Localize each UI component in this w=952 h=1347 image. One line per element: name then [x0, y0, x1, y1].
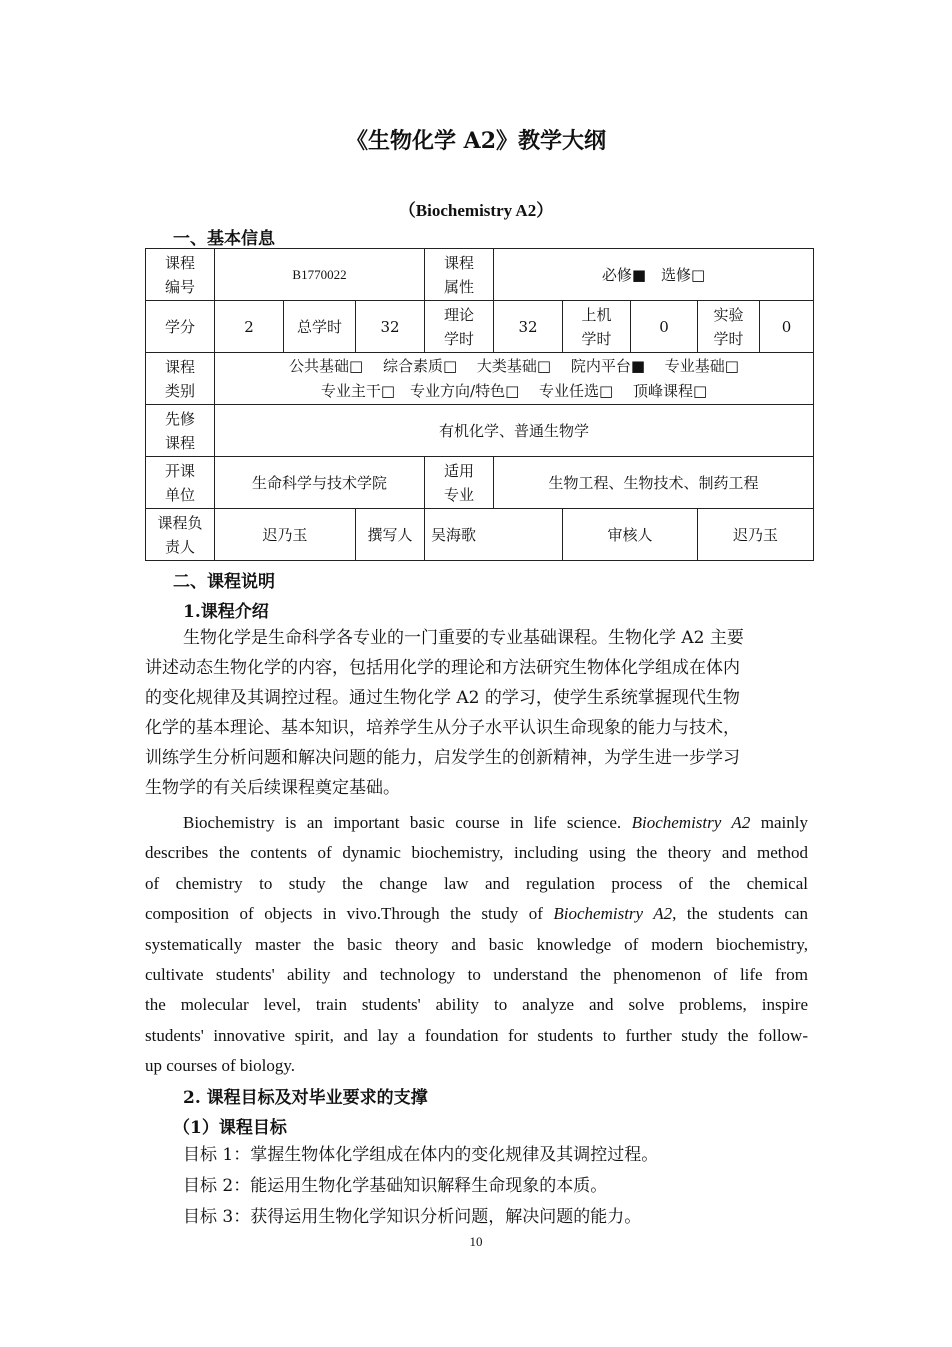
- course-category-line-1: 公共基础□ 综合素质□ 大类基础□ 院内平台■ 专业基础□: [289, 356, 739, 375]
- writer-value: 吴海歌: [425, 509, 563, 561]
- credit-value: 2: [215, 301, 284, 353]
- course-goals-list: [183, 1140, 658, 1233]
- intro-cn-line: 生物化学是生命科学各专业的一门重要的专业基础课程。生物化学 A2 主要: [183, 628, 744, 648]
- course-code-label: 课程 编号: [146, 249, 215, 301]
- intro-en-line: students' innovative spirit, and lay a foundation for students to further study the follow-: [145, 1025, 808, 1045]
- goal-item: 目标 2：能运用生物化学基础知识解释生命现象的本质。: [183, 1176, 608, 1196]
- section-course-description-heading: 二、课程说明: [173, 572, 275, 592]
- course-category-label: 课程 类别: [146, 353, 215, 405]
- page-number: 10: [469, 1234, 483, 1249]
- intro-cn-line: 训练学生分析问题和解决问题的能力，启发学生的创新精神，为学生进一步学习: [145, 748, 740, 768]
- course-category-line-2: 专业主干□ 专业方向/特色□ 专业任选□ 顶峰课程□: [320, 381, 708, 400]
- lab-hours-value: 0: [760, 301, 814, 353]
- intro-en-line: Biochemistry is an important basic course in life science. Biochemistry A2 mainly: [183, 813, 808, 832]
- intro-en-line: up courses of biology.: [145, 1056, 295, 1076]
- course-intro-english: [145, 808, 808, 1082]
- intro-cn-line: 的变化规律及其调控过程。通过生物化学 A2 的学习，使学生系统掌握现代生物: [145, 688, 740, 708]
- department-value: 生命科学与技术学院: [215, 457, 425, 509]
- course-category-options: [215, 353, 814, 405]
- intro-cn-line: 生物学的有关后续课程奠定基础。: [145, 778, 400, 798]
- course-attribute-value: 必修■ 选修□: [494, 249, 814, 301]
- document-subtitle: （Biochemistry A2）: [398, 201, 554, 220]
- total-hours-label: 总学时: [284, 301, 356, 353]
- computer-hours-label: 上机 学时: [563, 301, 631, 353]
- course-attribute-label: 课程 属性: [425, 249, 494, 301]
- course-intro-heading: 1.课程介绍: [183, 602, 269, 622]
- prerequisite-value: 有机化学、普通生物学: [215, 405, 814, 457]
- intro-en-line: the molecular level, train students' ability to analyze and solve problems, inspire: [145, 995, 808, 1015]
- intro-cn-line: 讲述动态生物化学的内容，包括用化学的理论和方法研究生物体化学组成在体内: [145, 658, 740, 678]
- intro-cn-line: 化学的基本理论、基本知识，培养学生从分子水平认识生命现象的能力与技术，: [145, 718, 740, 738]
- writer-label: 撰写人: [356, 509, 425, 561]
- course-owner-label: 课程负 责人: [146, 509, 215, 561]
- course-intro-chinese: [145, 623, 744, 803]
- document-title: 《生物化学 A2》教学大纲: [345, 128, 607, 154]
- goal-item: 目标 3：获得运用生物化学知识分析问题，解决问题的能力。: [183, 1207, 642, 1227]
- reviewer-value: 迟乃玉: [698, 509, 814, 561]
- course-goals-heading: 2. 课程目标及对毕业要求的支撑: [183, 1088, 428, 1108]
- theory-hours-value: 32: [494, 301, 563, 353]
- credit-label: 学分: [146, 301, 215, 353]
- goal-item: 目标 1：掌握生物体化学组成在体内的变化规律及其调控过程。: [183, 1145, 659, 1165]
- applicable-major-value: 生物工程、生物技术、制药工程: [494, 457, 814, 509]
- intro-en-line: of chemistry to study the change law and regulation process of the chemical: [145, 873, 808, 893]
- prerequisite-label: 先修 课程: [146, 405, 215, 457]
- computer-hours-value: 0: [631, 301, 698, 353]
- section-basic-info-heading: 一、基本信息: [173, 229, 275, 249]
- course-owner-value: 迟乃玉: [215, 509, 356, 561]
- reviewer-label: 审核人: [563, 509, 698, 561]
- course-code-value: B1770022: [215, 249, 425, 301]
- intro-en-line: describes the contents of dynamic biochemistry, including using the theory and method: [145, 843, 808, 863]
- lab-hours-label: 实验 学时: [698, 301, 760, 353]
- intro-en-line: composition of objects in vivo.Through the study of Biochemistry A2, the students can: [145, 904, 808, 924]
- total-hours-value: 32: [356, 301, 425, 353]
- course-goals-subheading: （1）课程目标: [173, 1118, 287, 1138]
- intro-en-line: cultivate students' ability and technology to understand the phenomenon of life from: [145, 965, 808, 985]
- department-label: 开课 单位: [146, 457, 215, 509]
- theory-hours-label: 理论 学时: [425, 301, 494, 353]
- basic-info-table: [145, 248, 814, 561]
- intro-en-line: systematically master the basic theory and basic knowledge of modern biochemistry,: [145, 934, 808, 954]
- applicable-major-label: 适用 专业: [425, 457, 494, 509]
